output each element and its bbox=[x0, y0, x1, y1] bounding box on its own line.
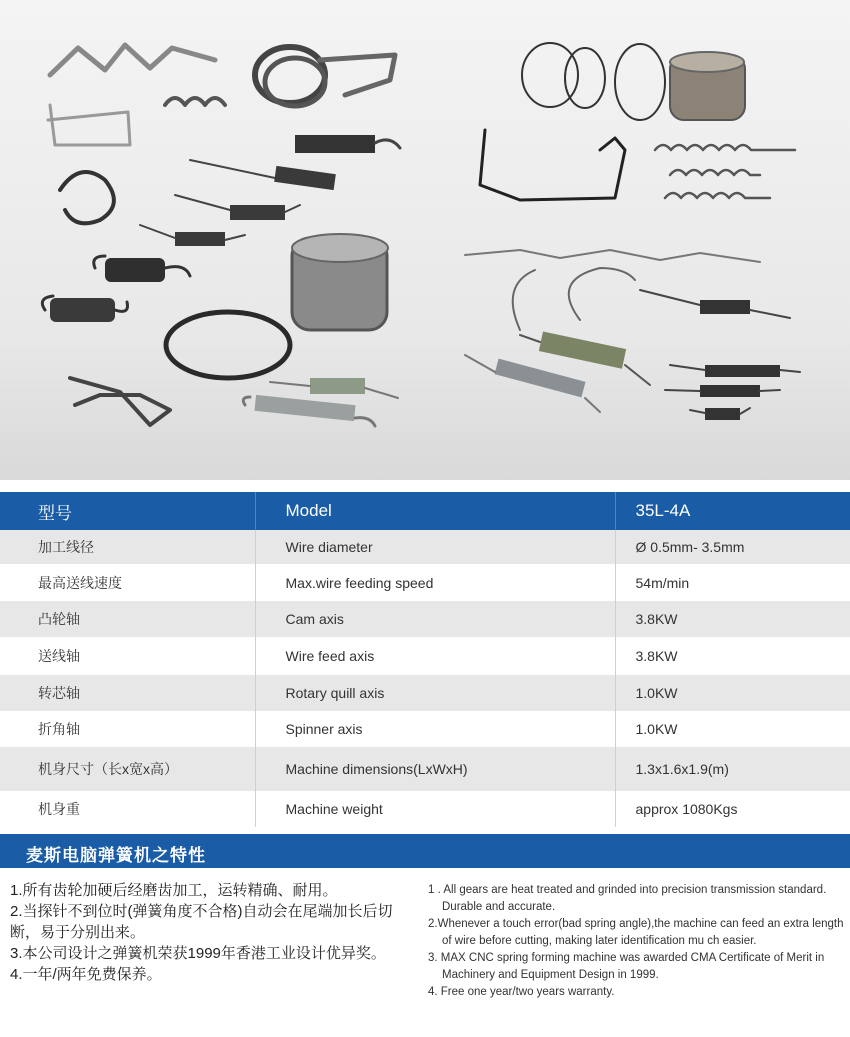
spring-samples-illustration bbox=[0, 0, 850, 480]
feature-cn-item: 2.当探针不到位时(弹簧角度不合格)自动会在尾端加长后切断，易于分别出来。 bbox=[10, 903, 393, 941]
spec-table bbox=[0, 492, 850, 827]
table-row bbox=[0, 530, 850, 564]
row-en: Rotary quill axis bbox=[255, 675, 615, 711]
header-en: Model bbox=[255, 492, 615, 530]
feature-en-item: 1 . All gears are heat treated and grinded into precision transmission standard. Durable and accurate. bbox=[428, 884, 827, 913]
row-cn: 凸轮轴 bbox=[0, 601, 255, 637]
header-model: 35L-4A bbox=[615, 492, 850, 530]
header-cn: 型号 bbox=[0, 492, 255, 530]
row-en: Wire diameter bbox=[255, 530, 615, 564]
row-cn: 加工线径 bbox=[0, 530, 255, 564]
spring-samples-photo bbox=[0, 0, 850, 480]
table-row bbox=[0, 791, 850, 827]
table-row bbox=[0, 601, 850, 637]
features-title: 麦斯电脑弹簧机之特性 bbox=[26, 846, 206, 865]
table-row bbox=[0, 637, 850, 675]
row-value: 3.8KW bbox=[615, 601, 850, 637]
row-en: Cam axis bbox=[255, 601, 615, 637]
feature-cn-item: 3.本公司设计之弹簧机荣获1999年香港工业设计优异奖。 bbox=[10, 945, 386, 962]
feature-en-item: 4. Free one year/two years warranty. bbox=[428, 986, 615, 998]
table-row bbox=[0, 675, 850, 711]
row-value: Ø 0.5mm- 3.5mm bbox=[615, 530, 850, 564]
row-value: 3.8KW bbox=[615, 637, 850, 675]
row-cn: 机身尺寸（长x宽x高） bbox=[0, 747, 255, 791]
table-row bbox=[0, 564, 850, 601]
features-header-bar bbox=[0, 834, 850, 868]
row-cn: 最高送线速度 bbox=[0, 564, 255, 601]
row-cn: 机身重 bbox=[0, 791, 255, 827]
row-cn: 转芯轴 bbox=[0, 675, 255, 711]
feature-en-item: 3. MAX CNC spring forming machine was awarded CMA Certificate of Merit in Machinery and Equipment Design in 1999. bbox=[428, 952, 825, 981]
row-value: approx 1080Kgs bbox=[615, 791, 850, 827]
row-value: 1.0KW bbox=[615, 711, 850, 747]
row-en: Machine dimensions(LxWxH) bbox=[255, 747, 615, 791]
table-row bbox=[0, 747, 850, 791]
feature-cn-item: 4.一年/两年免费保养。 bbox=[10, 966, 162, 983]
row-en: Machine weight bbox=[255, 791, 615, 827]
features-en-list bbox=[428, 882, 846, 1001]
spec-table-header bbox=[0, 492, 850, 530]
row-cn: 折角轴 bbox=[0, 711, 255, 747]
row-value: 1.3x1.6x1.9(m) bbox=[615, 747, 850, 791]
row-en: Max.wire feeding speed bbox=[255, 564, 615, 601]
row-value: 54m/min bbox=[615, 564, 850, 601]
features-cn-list bbox=[10, 880, 410, 985]
row-en: Wire feed axis bbox=[255, 637, 615, 675]
feature-en-item: 2.Whenever a touch error(bad spring angle),the machine can feed an extra length of wire before cutting, making later identification mu ch easier. bbox=[428, 918, 844, 947]
table-row bbox=[0, 711, 850, 747]
row-value: 1.0KW bbox=[615, 675, 850, 711]
row-en: Spinner axis bbox=[255, 711, 615, 747]
feature-cn-item: 1.所有齿轮加硬后经磨齿加工，运转精确、耐用。 bbox=[10, 882, 338, 899]
row-cn: 送线轴 bbox=[0, 637, 255, 675]
